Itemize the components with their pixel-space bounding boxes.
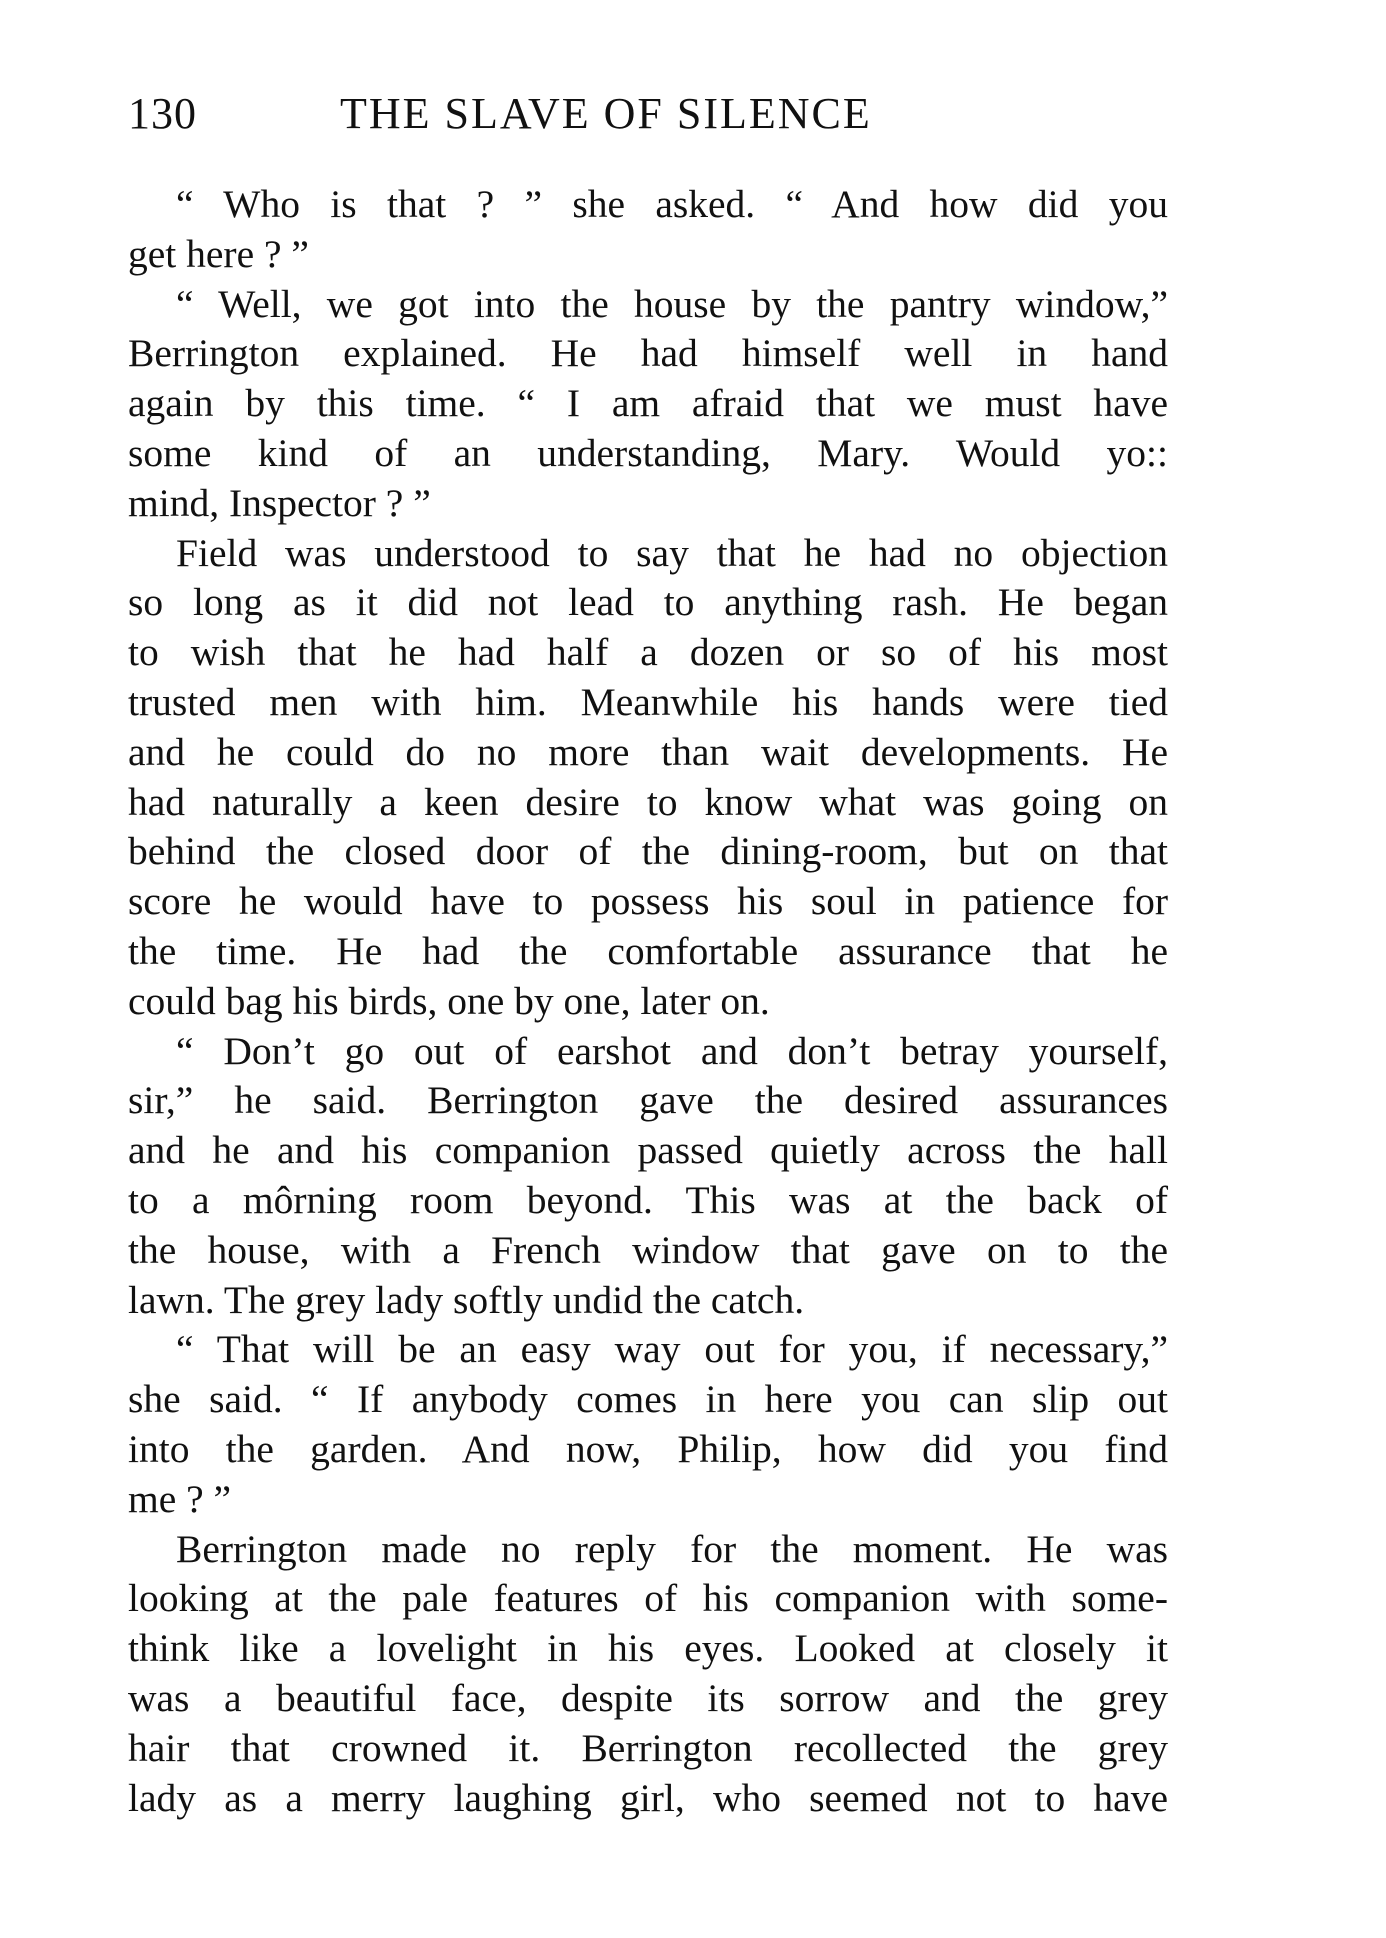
text-line: score he would have to possess his soul in patience for bbox=[128, 879, 1168, 924]
text-line: lady as a merry laughing girl, who seemed not to have bbox=[128, 1775, 1168, 1820]
text-line: sir,” he said. Berrington gave the desired assurances bbox=[128, 1078, 1168, 1123]
text-line: had naturally a keen desire to know what was going on bbox=[128, 779, 1168, 824]
text-line: she said. “ If anybody comes in here you can slip out bbox=[128, 1377, 1168, 1422]
text-line: was a beautiful face, despite its sorrow and the grey bbox=[128, 1675, 1168, 1720]
text-line: the time. He had the comfortable assurance that he bbox=[128, 928, 1168, 973]
text-line: me ? ” bbox=[128, 1476, 232, 1521]
text-line: behind the closed door of the dining-room, but on that bbox=[128, 829, 1168, 874]
text-line: so long as it did not lead to anything rash. He began bbox=[128, 580, 1168, 625]
text-line: get here ? ” bbox=[128, 231, 309, 276]
text-line: into the garden. And now, Philip, how did you find bbox=[128, 1426, 1168, 1471]
text-line: “ Don’t go out of earshot and don’t betray yourself, bbox=[176, 1028, 1168, 1073]
running-title: THE SLAVE OF SILENCE bbox=[340, 89, 872, 138]
text-line: the house, with a French window that gave on to the bbox=[128, 1227, 1168, 1272]
text-line: again by this time. “ I am afraid that we must have bbox=[128, 381, 1168, 426]
page-number: 130 bbox=[128, 89, 197, 138]
text-line: “ Well, we got into the house by the pantry window,” bbox=[176, 281, 1168, 326]
text-line: hair that crowned it. Berrington recollected the grey bbox=[128, 1725, 1168, 1770]
text-line: “ Who is that ? ” she asked. “ And how did you bbox=[176, 182, 1168, 226]
text-line: some kind of an understanding, Mary. Would yo:: bbox=[128, 430, 1168, 475]
text-line: Berrington made no reply for the moment. He was bbox=[176, 1526, 1168, 1571]
text-line: to wish that he had half a dozen or so of his most bbox=[128, 630, 1168, 675]
text-line: Berrington explained. He had himself well in hand bbox=[128, 331, 1168, 376]
text-line: trusted men with him. Meanwhile his hands were tied bbox=[128, 679, 1168, 724]
body-text bbox=[128, 180, 1168, 1823]
text-line: and he and his companion passed quietly across the hall bbox=[128, 1128, 1168, 1173]
text-line: to a môrning room beyond. This was at the back of bbox=[128, 1177, 1168, 1222]
text-line: and he could do no more than wait developments. He bbox=[128, 729, 1168, 774]
text-line: “ That will be an easy way out for you, if necessary,” bbox=[176, 1327, 1168, 1372]
text-line: mind, Inspector ? ” bbox=[128, 480, 431, 525]
text-line: lawn. The grey lady softly undid the catch. bbox=[128, 1277, 805, 1322]
text-line: think like a lovelight in his eyes. Looked at closely it bbox=[128, 1626, 1168, 1671]
text-line: could bag his birds, one by one, later on. bbox=[128, 978, 770, 1023]
text-line: looking at the pale features of his companion with some- bbox=[128, 1576, 1168, 1621]
text-line: Field was understood to say that he had no objection bbox=[176, 530, 1168, 575]
running-head bbox=[128, 88, 1168, 148]
